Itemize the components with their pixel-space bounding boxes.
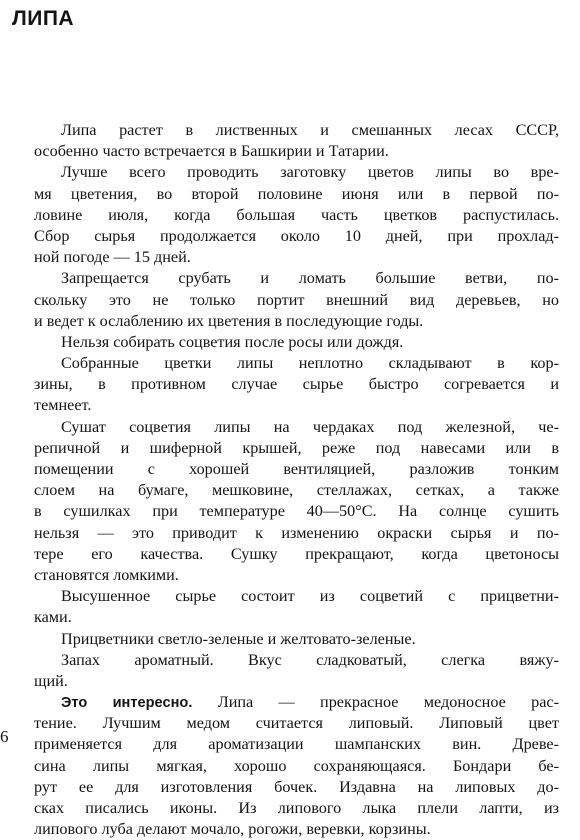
text-line: скольку это не только портит внешний вид деревьев, но [34, 290, 559, 309]
text-line: ной погоде — 15 дней. [34, 248, 191, 267]
text-line: зины, в противном случае сырье быстро согревается и [34, 375, 559, 394]
text-line: щий. [34, 671, 68, 690]
text-line: ками. [34, 608, 72, 627]
text-line: Сушат соцветия липы на чердаках под железной, че- [61, 417, 559, 436]
interesting-fact-line [34, 692, 559, 713]
text-line: мя цветения, во второй половине июня или в первой по- [34, 184, 559, 203]
text-line: Нельзя собирать соцветия после росы или дождя. [61, 332, 404, 351]
text-line: рут ее для изготовления бочек. Издавна на липовых до- [34, 777, 559, 796]
text-line: применяется для ароматизации шампанских вин. Древе- [34, 735, 559, 754]
text-line: нельзя — это приводит к изменению окраски сырья и по- [34, 523, 559, 542]
body-text [34, 120, 559, 840]
page-title: ЛИПА [12, 7, 75, 30]
text-line: тере его качества. Сушку прекращают, когда цветоносы [34, 544, 559, 563]
interesting-fact-text: Липа — прекрасное медоносное рас- [217, 693, 559, 712]
interesting-fact-label: Это интересно. [61, 695, 193, 712]
text-line: темнеет. [34, 396, 92, 415]
text-line: и ведет к ослаблению их цветения в последующие годы. [34, 311, 424, 330]
text-line: слоем на бумаге, мешковине, стеллажах, сетках, а также [34, 481, 559, 500]
text-line: репичной и шиферной крышей, реже под навесами или в [34, 438, 559, 457]
text-line: особенно часто встречается в Башкирии и Татарии. [34, 142, 389, 161]
text-line: сках писались иконы. Из липового лыка плели лапти, из [34, 799, 559, 817]
text-line: Запах ароматный. Вкус сладковатый, слегка вяжу- [61, 650, 559, 669]
text-line: помещении с хорошей вентиляцией, разложив тонким [34, 460, 559, 478]
page-number: 6 [0, 727, 9, 746]
text-line: Собранные цветки липы неплотно складывают в кор- [61, 354, 559, 373]
text-line: в сушилках при температуре 40—50°С. На солнце сушить [34, 502, 559, 521]
text-line: становятся ломкими. [34, 565, 179, 584]
text-line: Лучше всего проводить заготовку цветов липы во вре- [61, 163, 559, 182]
text-line: Прицветники светло-зеленые и желтовато-зеленые. [61, 629, 416, 648]
text-line: сина липы мягкая, хорошо сохраняющаяся. Бондари бе- [34, 756, 559, 775]
text-line: Запрещается срубать и ломать большие ветви, по- [61, 269, 559, 288]
text-line: Высушенное сырье состоит из соцветий с прицветни- [61, 587, 559, 606]
text-line: Липа растет в лиственных и смешанных лесах СССР, [61, 121, 559, 139]
text-line: тение. Лучшим медом считается липовый. Липовый цвет [34, 714, 559, 733]
text-line: липового луба делают мочало, рогожи, веревки, корзины. [34, 820, 431, 839]
text-line: Сбор сырья продолжается около 10 дней, при прохлад- [34, 226, 559, 245]
text-line: ловине июля, когда большая часть цветков распустилась. [34, 205, 559, 224]
